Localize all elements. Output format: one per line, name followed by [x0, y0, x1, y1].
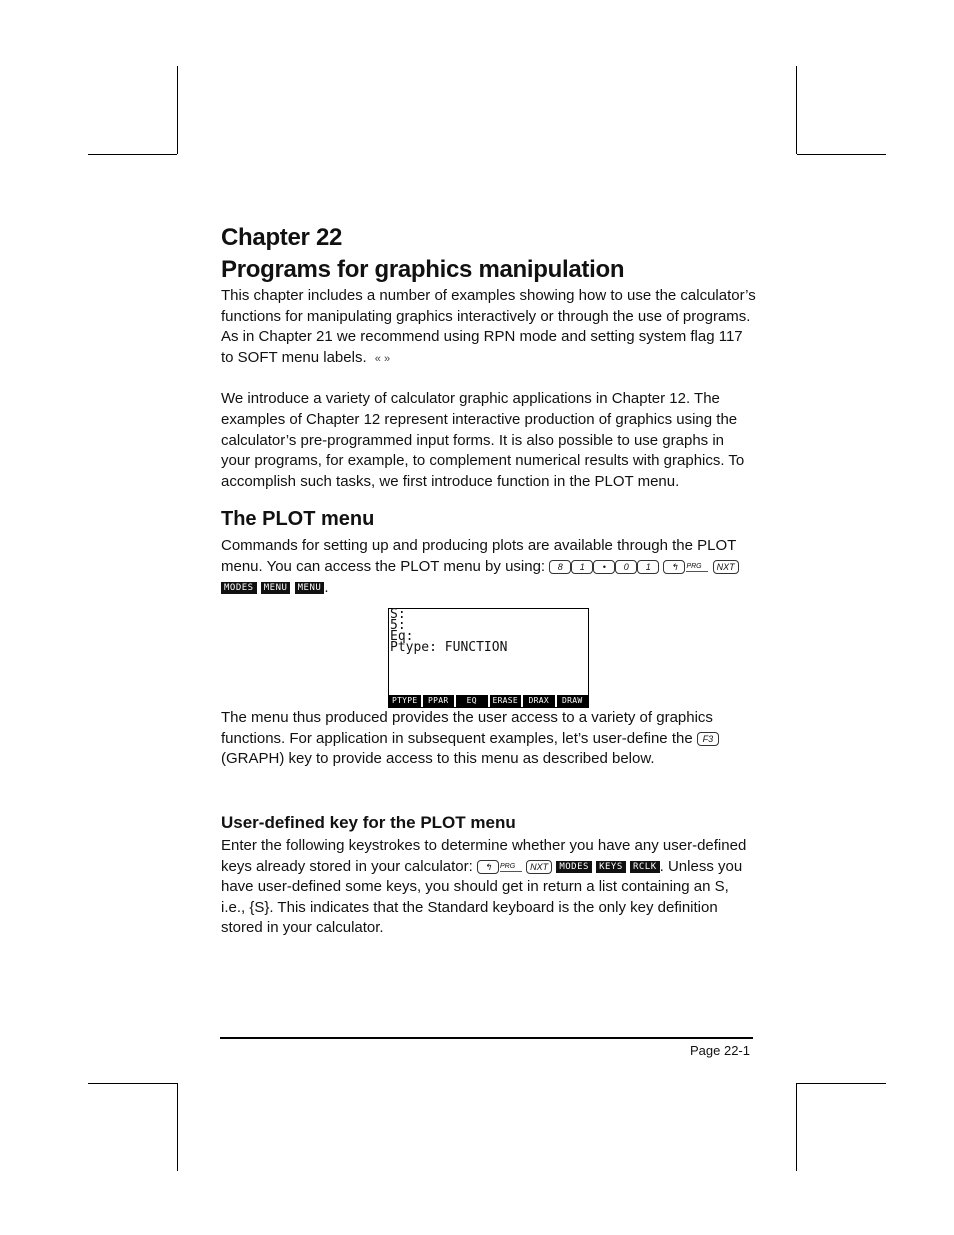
soft-key-menu: MENU — [295, 582, 325, 594]
menu-drax: DRAX — [523, 695, 555, 707]
menu-description-paragraph: The menu thus produced provides the user access to a variety of graphics functions. For application in subsequent examples, let’s user-define the F3 (GRAPH) key to provide access to this menu as described below. — [221, 708, 756, 770]
prg-label: PRG — [500, 862, 522, 872]
key-dot: • — [593, 560, 615, 574]
plot-menu-paragraph: Commands for setting up and producing plots are available through the PLOT menu. You can access the PLOT menu by using: 8 1 • 0 1 ↰ PRG NXT MODES MENU MENU . — [221, 536, 756, 598]
menu-ptype: PTYPE — [389, 695, 421, 707]
section-heading-plot-menu: The PLOT menu — [221, 508, 375, 531]
page-content — [221, 222, 756, 939]
intro-paragraph-1: This chapter includes a number of examples showing how to use the calculator’s functions for manipulating graphics interactively or through the use of programs. As in Chapter 21 we recommend using RPN mode and setting system flag 117 to SOFT menu labels. « » — [221, 287, 756, 366]
program-delimiters-icon: « » — [374, 352, 391, 365]
soft-key-modes: MODES — [556, 861, 592, 873]
intro-paragraph-2: We introduce a variety of calculator graphic applications in Chapter 12. The examples of Chapter 12 represent interactive production of graphics using the calculator’s pre-programmed input forms. It is also possible to use graphs in your programs, for example, to complement numerical results with graphics. To accomplish such tasks, we first introduce function in the PLOT menu. — [221, 390, 745, 490]
key-1: 1 — [571, 560, 593, 574]
crop-mark — [796, 66, 797, 154]
nxt-key: NXT — [526, 860, 552, 874]
subsection-heading-user-defined-key: User-defined key for the PLOT menu — [221, 812, 516, 832]
soft-key-rclk: RCLK — [630, 861, 660, 873]
crop-mark — [88, 1083, 177, 1084]
screen-line: S: — [390, 607, 406, 623]
soft-key-menu: MENU — [261, 582, 291, 594]
prg-label: PRG — [686, 562, 708, 572]
crop-mark — [177, 1083, 178, 1171]
menu-draw: DRAW — [557, 695, 589, 707]
crop-mark — [797, 1083, 886, 1084]
soft-key-modes: MODES — [221, 582, 257, 594]
menu-erase: ERASE — [490, 695, 522, 707]
screen-soft-menu — [389, 695, 588, 707]
crop-mark — [177, 66, 178, 154]
screen-line: Ptype: FUNCTION — [390, 640, 508, 656]
f3-key: F3 — [697, 732, 719, 746]
crop-mark — [796, 1083, 797, 1171]
screen-line: Eq: — [390, 629, 414, 645]
left-shift-key: ↰ — [663, 560, 685, 574]
left-shift-key: ↰ — [477, 860, 499, 874]
calculator-screen — [388, 608, 589, 708]
nxt-key: NXT — [713, 560, 739, 574]
soft-key-keys: KEYS — [596, 861, 626, 873]
user-key-paragraph: Enter the following keystrokes to determine whether you have any user-defined keys already stored in your calculator: ↰ PRG NXT MODES KEYS RCLK . Unless you have user-defined some keys, you should get in return a list containing an S, i.e., {S}. This indicates that the Standard keyboard is the only key definition stored in your calculator. — [221, 836, 747, 937]
crop-mark — [797, 154, 886, 155]
menu-eq: EQ — [456, 695, 488, 707]
key-1: 1 — [637, 560, 659, 574]
chapter-name: Programs for graphics manipulation — [221, 256, 625, 283]
screen-line: 5: — [390, 618, 406, 634]
key-0: 0 — [615, 560, 637, 574]
page-number: Page 22-1 — [690, 1043, 750, 1058]
menu-ppar: PPAR — [423, 695, 455, 707]
key-8: 8 — [549, 560, 571, 574]
footer-rule — [220, 1037, 753, 1039]
crop-mark — [88, 154, 177, 155]
chapter-title — [221, 222, 756, 286]
chapter-number: Chapter 22 — [221, 224, 343, 251]
